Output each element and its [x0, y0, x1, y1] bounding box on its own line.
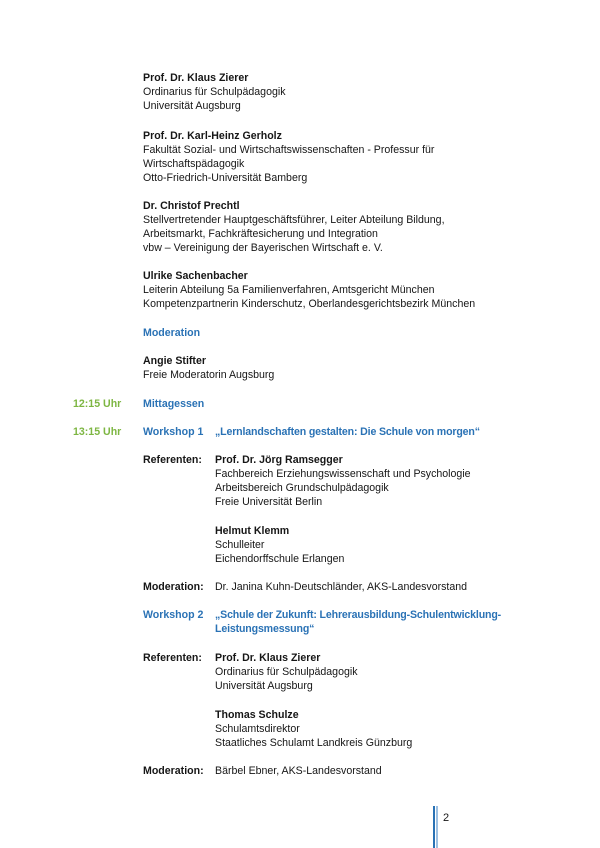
speaker-name: Ulrike Sachenbacher — [143, 270, 248, 282]
moderation-heading-text: Moderation — [143, 327, 201, 339]
workshop-1-referents-label — [143, 453, 202, 467]
speaker-affiliation: Kompetenzpartnerin Kinderschutz, Oberlandesgerichtsbezirk München — [143, 298, 476, 310]
moderation-heading — [143, 326, 200, 340]
moderator-affiliation: Freie Moderatorin Augsburg — [143, 369, 275, 381]
speaker-block-gerholz — [143, 129, 434, 185]
referents-label-text: Referenten: — [143, 652, 202, 664]
speaker-block-zierer — [143, 71, 286, 113]
speaker-affiliation: Fakultät Sozial- und Wirtschaftswissenschaften - Professur für — [143, 144, 435, 156]
speaker-affiliation: Leiterin Abteilung 5a Familienverfahren, Amtsgericht München — [143, 284, 435, 296]
speaker-name: Prof. Dr. Karl-Heinz Gerholz — [143, 130, 282, 142]
workshop-1-moderation-label — [143, 580, 204, 594]
referent-affiliation: Arbeitsbereich Grundschulpädagogik — [215, 482, 389, 494]
workshop-1-title-line: „Lernlandschaften gestalten: Die Schule von morgen“ — [215, 426, 480, 438]
workshop-2-title — [215, 608, 501, 636]
referent-affiliation: Schulamtsdirektor — [215, 723, 300, 735]
workshop-2-label — [143, 608, 203, 622]
page-number: 2 — [443, 812, 450, 824]
lunch-title — [143, 397, 204, 411]
referent-block-klemm — [215, 524, 344, 566]
workshop-session-time — [73, 425, 121, 439]
moderation-name-text: Dr. Janina Kuhn-Deutschländer, AKS-Landesvorstand — [215, 581, 468, 593]
referent-affiliation: Fachbereich Erziehungswissenschaft und Psychologie — [215, 468, 471, 480]
workshop-1-moderation — [215, 580, 467, 594]
speaker-affiliation: Arbeitsmarkt, Fachkräftesicherung und Integration — [143, 228, 378, 240]
workshop-2-moderation — [215, 764, 382, 778]
page-marker-bar — [433, 806, 435, 848]
page-marker-bar-light — [436, 806, 438, 848]
moderation-label-text: Moderation: — [143, 581, 204, 593]
referent-name: Prof. Dr. Jörg Ramsegger — [215, 454, 343, 466]
workshop-1-label — [143, 425, 203, 439]
referent-affiliation: Schulleiter — [215, 539, 265, 551]
workshop-2-title-line: „Schule der Zukunft: Lehrerausbildung-Schulentwicklung- — [215, 609, 502, 621]
speaker-block-prechtl — [143, 199, 445, 255]
referent-block-schulze — [215, 708, 412, 750]
lunch-time — [73, 397, 121, 411]
speaker-affiliation: Universität Augsburg — [143, 100, 241, 112]
referent-block-ramsegger — [215, 453, 471, 509]
workshop-1-title — [215, 425, 480, 439]
referent-affiliation: Universität Augsburg — [215, 680, 313, 692]
moderation-label-text: Moderation: — [143, 765, 204, 777]
speaker-name: Dr. Christof Prechtl — [143, 200, 240, 212]
referent-affiliation: Freie Universität Berlin — [215, 496, 323, 508]
moderator-name: Angie Stifter — [143, 355, 206, 367]
workshop-1-label-text: Workshop 1 — [143, 426, 204, 438]
referent-name: Prof. Dr. Klaus Zierer — [215, 652, 321, 664]
referent-block-zierer — [215, 651, 358, 693]
lunch-title-text: Mittagessen — [143, 398, 205, 410]
referent-name: Helmut Klemm — [215, 525, 290, 537]
workshop-2-title-line: Leistungsmessung“ — [215, 623, 315, 635]
moderator-block — [143, 354, 274, 382]
workshop-session-time-text: 13:15 Uhr — [73, 426, 122, 438]
lunch-time-text: 12:15 Uhr — [73, 398, 122, 410]
referent-affiliation: Eichendorffschule Erlangen — [215, 553, 345, 565]
speaker-affiliation: Otto-Friedrich-Universität Bamberg — [143, 172, 308, 184]
speaker-name: Prof. Dr. Klaus Zierer — [143, 72, 249, 84]
referent-affiliation: Ordinarius für Schulpädagogik — [215, 666, 358, 678]
speaker-affiliation: vbw – Vereinigung der Bayerischen Wirtschaft e. V. — [143, 242, 383, 254]
speaker-affiliation: Wirtschaftspädagogik — [143, 158, 245, 170]
workshop-2-referents-label — [143, 651, 202, 665]
workshop-2-moderation-label — [143, 764, 204, 778]
speaker-block-sachenbacher — [143, 269, 475, 311]
moderation-name-text: Bärbel Ebner, AKS-Landesvorstand — [215, 765, 382, 777]
referent-name: Thomas Schulze — [215, 709, 299, 721]
referents-label-text: Referenten: — [143, 454, 202, 466]
speaker-affiliation: Stellvertretender Hauptgeschäftsführer, Leiter Abteilung Bildung, — [143, 214, 445, 226]
workshop-2-label-text: Workshop 2 — [143, 609, 204, 621]
referent-affiliation: Staatliches Schulamt Landkreis Günzburg — [215, 737, 413, 749]
speaker-affiliation: Ordinarius für Schulpädagogik — [143, 86, 286, 98]
